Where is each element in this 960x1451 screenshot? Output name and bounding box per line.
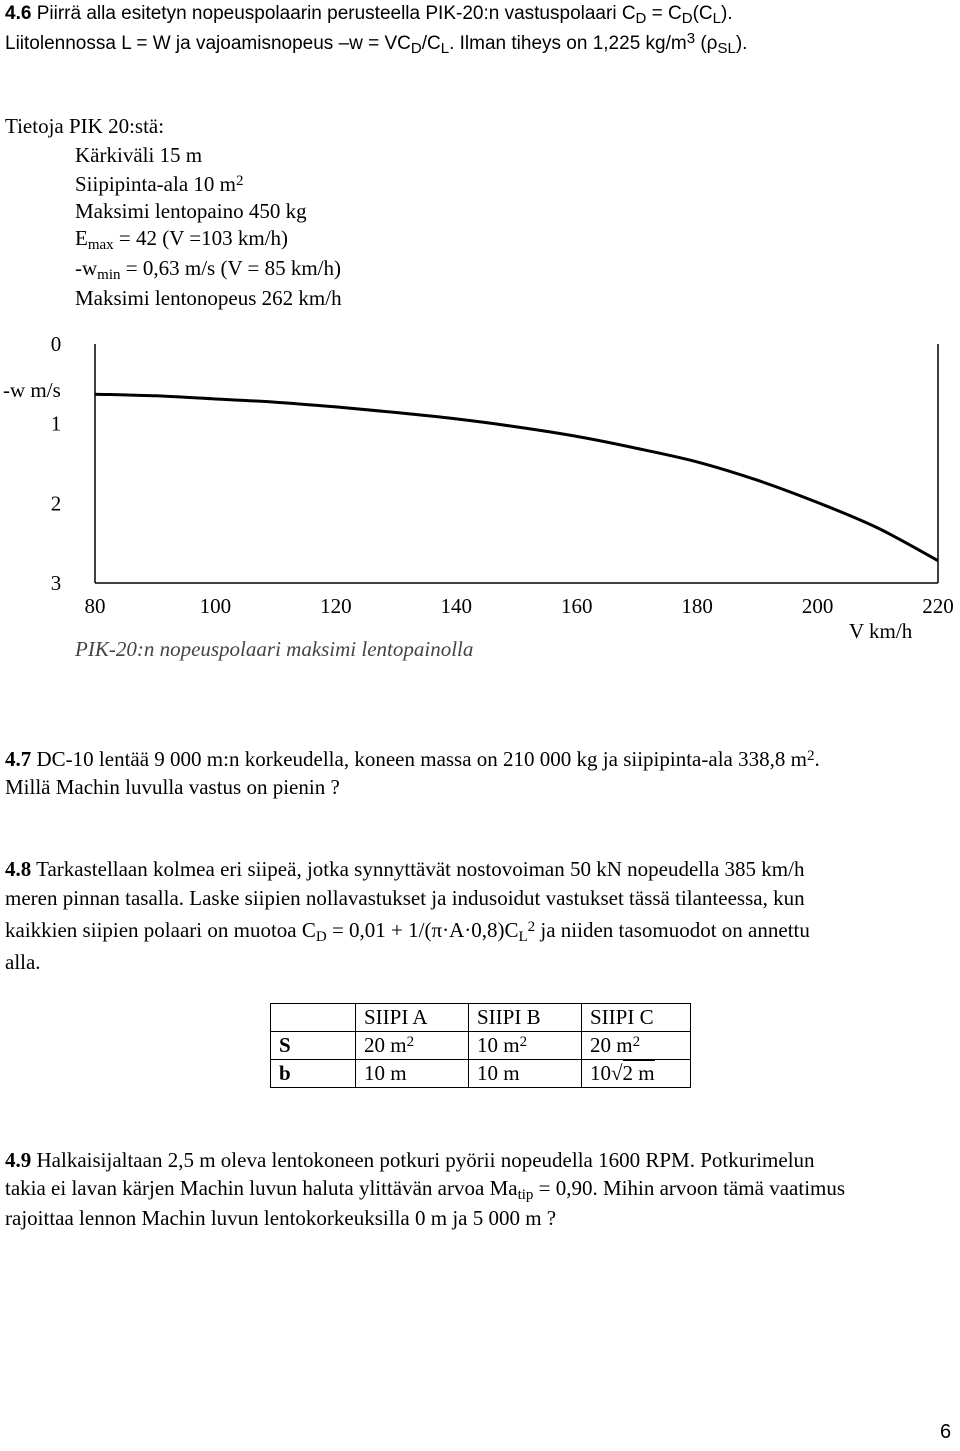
page-number: 6 [940,1421,952,1443]
problem-4-7-line2: Millä Machin luvulla vastus on pienin ? [5,775,340,799]
table-header-cell [271,1004,356,1032]
superscript: 2 [527,919,536,935]
x-tick-labels [85,594,954,618]
value: 10 m [477,1033,520,1057]
speed-polar-chart [0,330,960,650]
info-area [75,172,243,197]
text: Siipipinta-ala 10 m [75,172,236,196]
problem-4-9-line2 [5,1176,845,1201]
text: takia ei lavan kärjen Machin luvun haluta ylittävän arvoa Ma [5,1176,518,1200]
x-tick-label: 160 [560,594,593,618]
x-tick-label: 220 [922,594,954,618]
problem-number: 4.6 [5,3,32,24]
table-cell: 10 m [356,1060,469,1088]
text: -w [75,256,98,280]
y-axis-label: -w m/s [3,378,61,402]
sqrt-symbol: √ [611,1061,623,1085]
subscript: min [97,267,121,283]
value: 2 m [622,1061,655,1085]
table-header-row [271,1004,691,1032]
table-cell [582,1032,691,1060]
text: Liitolennossa L = W ja vajoamisnopeus –w = VC [5,33,411,54]
problem-4-8-line4: alla. [5,950,41,974]
text: . [814,747,820,771]
superscript: 2 [519,1034,528,1050]
text: kaikkien siipien polaari on muotoa C [5,918,316,942]
table-cell-label: b [271,1060,356,1088]
subscript: SL [717,40,736,57]
x-tick-label: 100 [199,594,232,618]
text: ja niiden tasomuodot on annettu [535,918,810,942]
y-tick-label: 0 [50,332,62,356]
subscript: max [87,237,114,253]
value: 20 m [364,1033,407,1057]
superscript: 2 [406,1034,415,1050]
text: DC-10 lentää 9 000 m:n korkeudella, koneen massa on 210 000 kg ja siipipinta-ala 338,8 m [31,747,807,771]
problem-4-8-line1 [5,857,804,882]
value: 20 m [590,1033,633,1057]
problem-number: 4.7 [5,747,32,771]
problem-4-8-line2: meren pinnan tasalla. Laske siipien nollavastukset ja indusoidut vastukset tässä tilanteessa, kun [5,886,805,910]
table-cell [356,1032,469,1060]
info-heading: Tietoja PIK 20:stä: [5,114,165,138]
table-header-cell: SIIPI C [582,1004,691,1032]
x-tick-label: 80 [84,594,106,618]
table-cell: 10 m [469,1060,582,1088]
subscript: L [440,40,450,57]
text: = C [646,3,682,24]
x-tick-label: 120 [320,594,352,618]
y-tick-label: 1 [50,411,62,436]
table-row [271,1032,691,1060]
problem-number: 4.8 [5,857,32,881]
series-line [95,394,938,561]
problem-4-9-line3: rajoittaa lennon Machin luvun lentokorkeuksilla 0 m ja 5 000 m ? [5,1206,557,1230]
subscript: L [518,929,528,945]
table-header-cell: SIIPI A [356,1004,469,1032]
problem-4-8-line3 [5,918,810,943]
table-row [271,1060,691,1088]
problem-4-7-line1 [5,747,820,772]
text: = 0,63 m/s (V = 85 km/h) [120,256,341,280]
problem-4-9-line1 [5,1148,815,1173]
y-tick-labels [51,332,62,595]
x-tick-label: 200 [801,594,834,618]
problem-4-6-line2 [5,30,748,57]
subscript: D [315,929,327,945]
problem-4-6-line1 [5,3,733,25]
subscript: D [410,40,422,57]
info-span: Kärkiväli 15 m [75,143,203,167]
superscript: 2 [632,1034,641,1050]
text: ). [721,3,733,24]
text: Halkaisijaltaan 2,5 m oleva lentokoneen potkuri pyörii nopeudella 1600 RPM. Potkurimelun [31,1148,815,1172]
table-header-cell: SIIPI B [469,1004,582,1032]
chart-caption: PIK-20:n nopeuspolaari maksimi lentopainolla [75,637,474,661]
text: . Ilman tiheys on 1,225 kg/m [449,33,687,54]
table-cell [582,1060,691,1088]
value: 10 [590,1061,611,1085]
table-cell [469,1032,582,1060]
text: = 42 (V =103 km/h) [113,226,289,250]
text: Tarkastellaan kolmea eri siipeä, jotka synnyttävät nostovoiman 50 kN nopeudella 385 km/h [31,857,805,881]
text: ). [735,33,748,54]
info-emax [75,226,288,251]
table-cell-label: S [271,1032,356,1060]
info-wmin [75,256,341,281]
x-tick-label: 180 [681,594,713,618]
superscript: 2 [806,748,815,764]
chart-frame [95,344,938,583]
x-tick-label: 140 [440,594,473,618]
info-mass: Maksimi lentopaino 450 kg [75,199,307,223]
series [95,394,938,561]
subscript: tip [517,1187,534,1203]
y-tick-label: 3 [50,571,62,595]
text: /C [421,33,441,54]
text: E [75,226,88,250]
text: (C [692,3,713,24]
superscript: 2 [235,173,244,189]
text: = 0,01 + 1/(π·A·0,8)C [326,918,519,942]
text: (ρ [695,33,718,54]
text: Piirrä alla esitetyn nopeuspolaarin perusteella PIK-20:n vastuspolaari C [36,3,636,24]
problem-number: 4.9 [5,1148,32,1172]
wing-table [270,1003,691,1088]
y-tick-label: 2 [50,491,62,516]
text: = 0,90. Mihin arvoon tämä vaatimus [533,1176,846,1200]
superscript: 3 [686,30,696,47]
subscript: L [712,10,722,27]
info-vmax: Maksimi lentonopeus 262 km/h [75,286,342,310]
subscript: D [681,10,693,27]
x-axis-label: V km/h [849,619,913,643]
subscript: D [635,10,647,27]
